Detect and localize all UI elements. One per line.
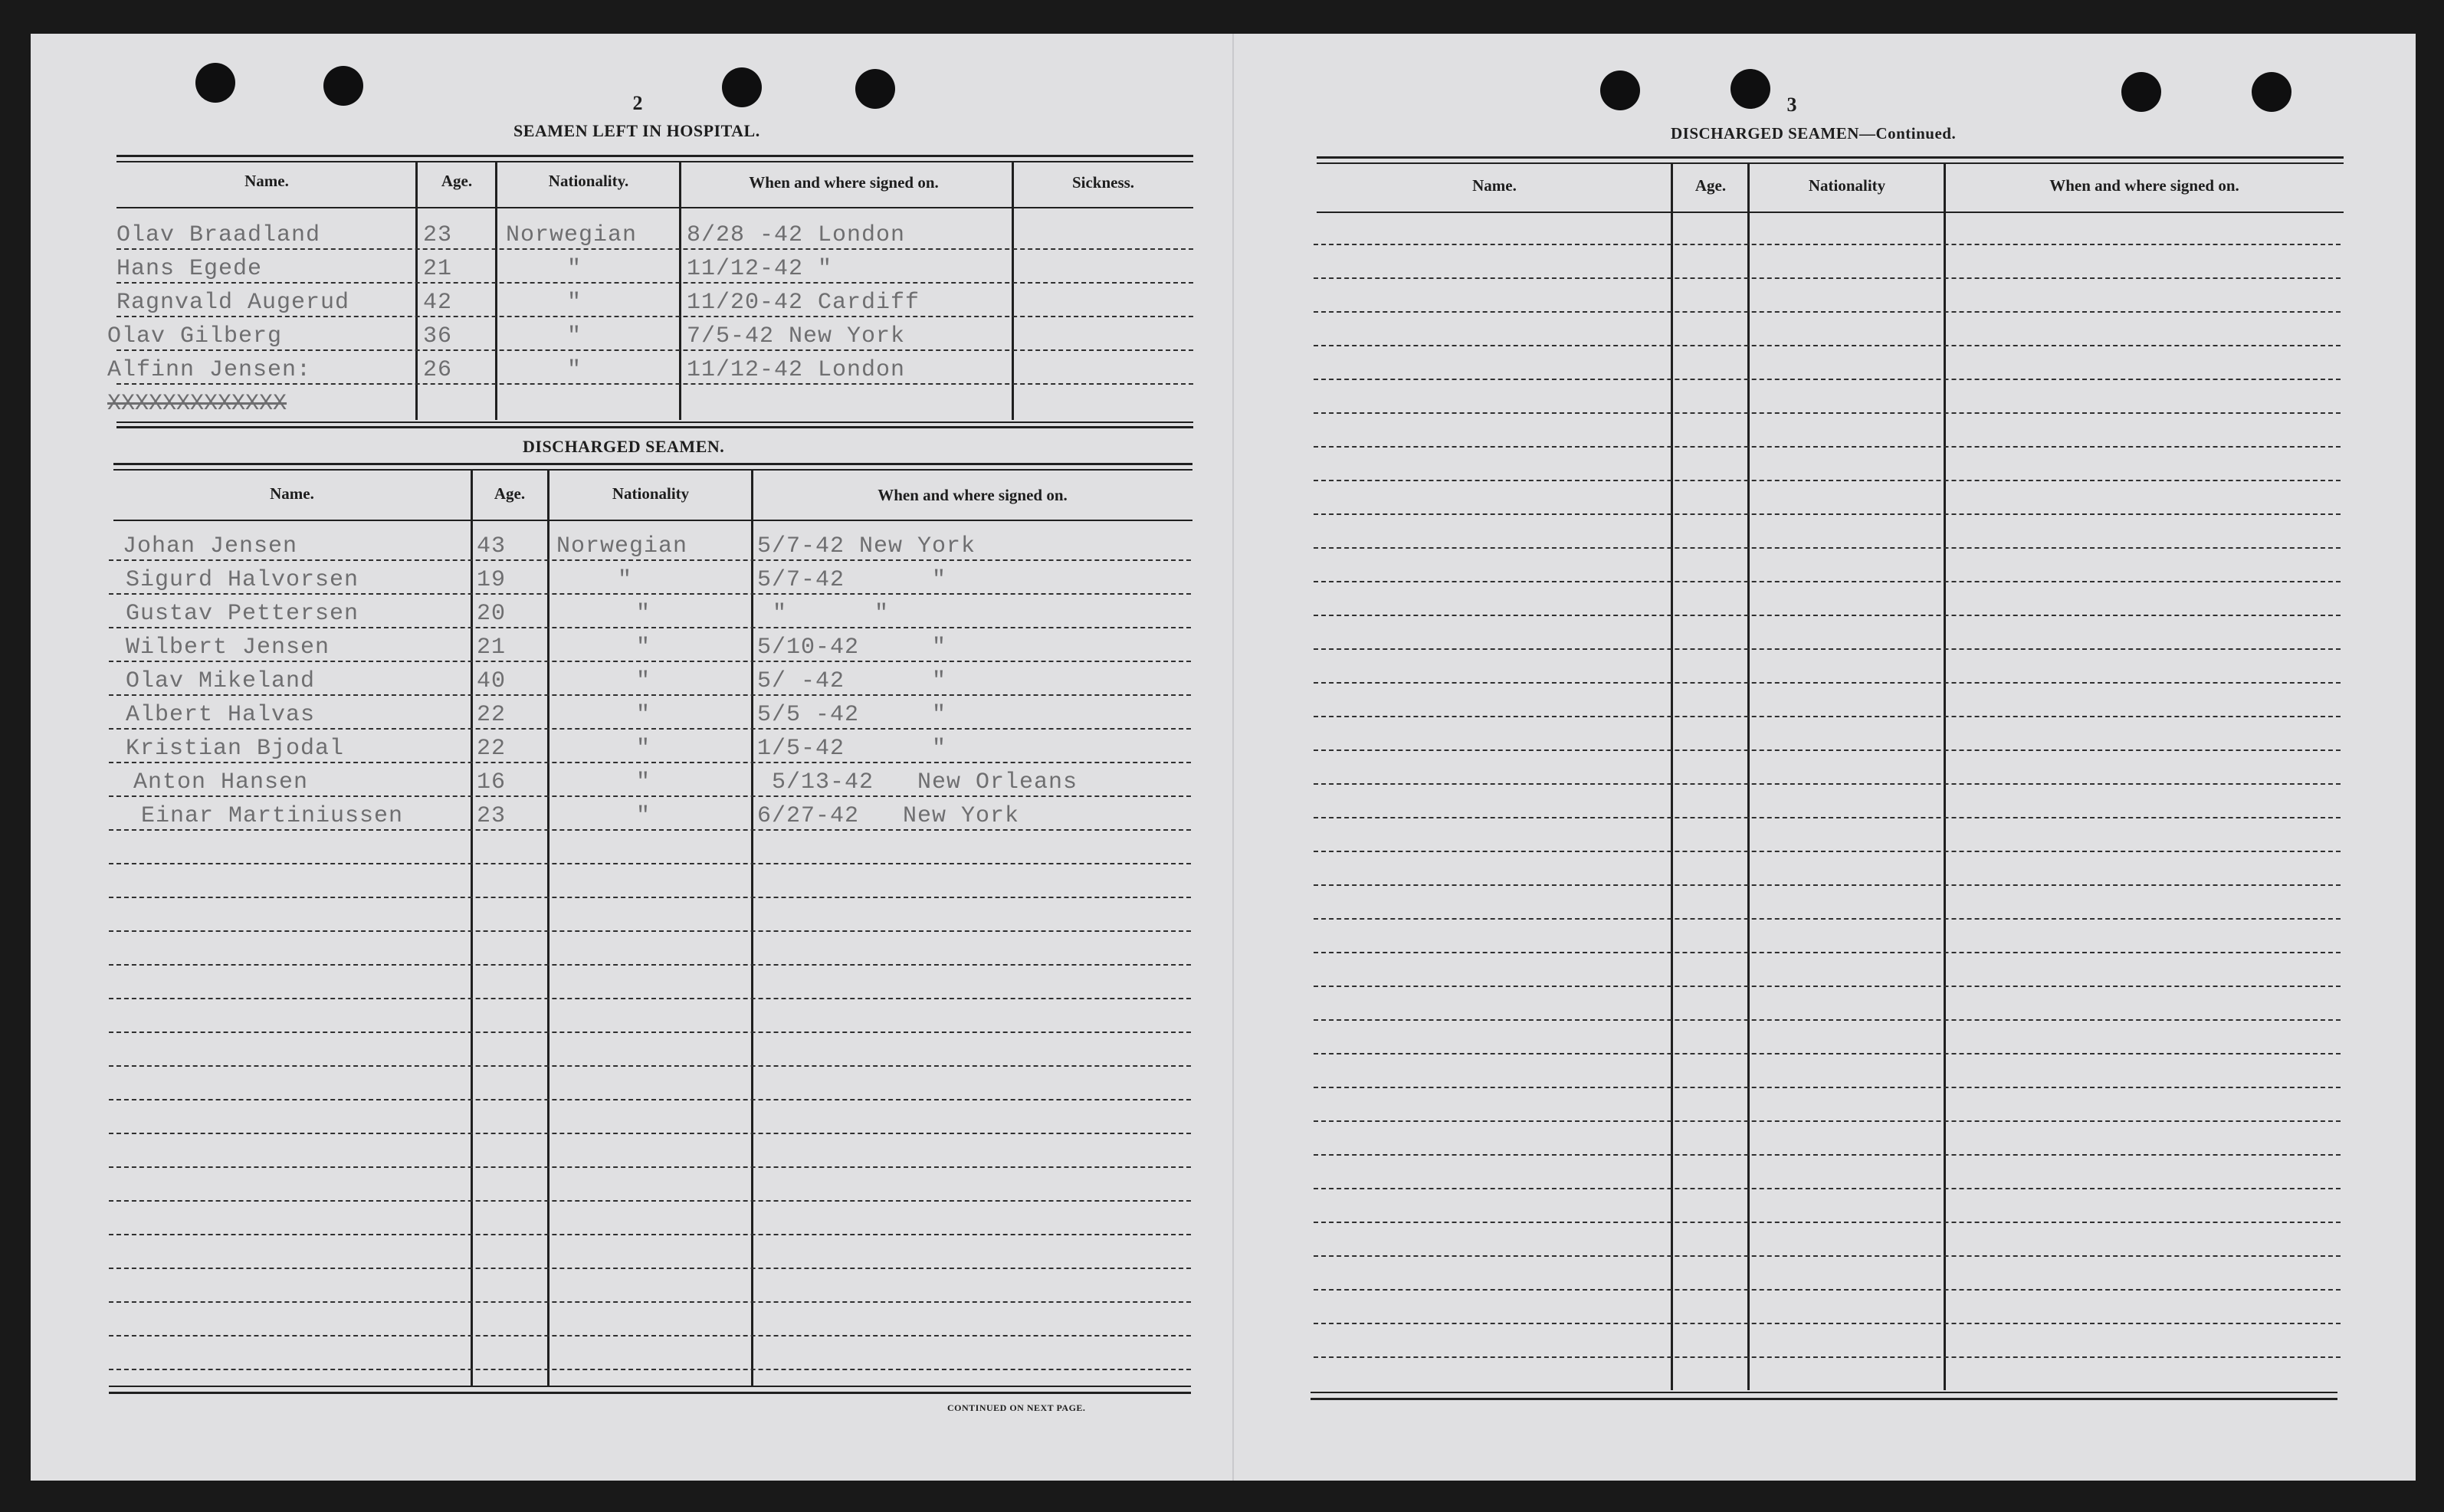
cell-name: Anton Hansen — [133, 769, 309, 795]
cell-age: 23 — [423, 222, 453, 248]
row-rule — [109, 1369, 1191, 1370]
row-rule — [116, 316, 1193, 317]
cell-signed-on: 1/5-42 " — [757, 736, 947, 762]
cell-name: Olav Gilberg — [107, 323, 283, 349]
cell-nationality: " — [636, 702, 651, 728]
column-divider — [415, 162, 418, 420]
continued-note: CONTINUED ON NEXT PAGE. — [947, 1402, 1086, 1413]
row-rule — [109, 1166, 1191, 1168]
cell-name-struck-out: XXXXXXXXXXXXX — [107, 391, 287, 417]
row-rule — [109, 694, 1191, 696]
row-rule — [1314, 244, 2341, 245]
cell-signed-on: 5/10-42 " — [757, 635, 947, 661]
cell-age: 21 — [423, 256, 453, 282]
table-top-rule — [113, 469, 1192, 471]
cell-signed-on: 11/20-42 Cardiff — [687, 290, 920, 316]
row-rule — [1314, 311, 2341, 313]
column-header-name: Name. — [244, 172, 289, 190]
row-rule — [1314, 783, 2341, 785]
row-rule — [109, 1234, 1191, 1235]
column-divider — [1671, 164, 1673, 1390]
column-header-name: Name. — [1472, 176, 1517, 195]
cell-signed-on: 11/12-42 " — [687, 256, 833, 282]
cell-nationality: " — [567, 290, 582, 316]
cell-signed-on: 8/28 -42 London — [687, 222, 906, 248]
header-rule — [116, 207, 1193, 208]
cell-age: 19 — [477, 567, 507, 593]
row-rule — [109, 728, 1191, 730]
continued-section-title: DISCHARGED SEAMEN—Continued. — [1671, 124, 1957, 143]
row-rule — [1314, 581, 2341, 582]
row-rule — [1314, 817, 2341, 818]
row-rule — [1314, 1188, 2341, 1189]
table-top-rule — [1317, 162, 2344, 164]
cell-age: 36 — [423, 323, 453, 349]
cell-name: Gustav Pettersen — [126, 601, 359, 627]
punch-hole — [2121, 72, 2161, 112]
row-rule — [109, 661, 1191, 662]
row-rule — [1314, 480, 2341, 481]
row-rule — [109, 964, 1191, 966]
cell-age: 20 — [477, 601, 507, 627]
cell-nationality: Norwegian — [506, 222, 638, 248]
cell-nationality: " — [567, 357, 582, 383]
row-rule — [1314, 716, 2341, 717]
cell-age: 21 — [477, 635, 507, 661]
row-rule — [1314, 446, 2341, 448]
column-header-age: Age. — [1694, 176, 1727, 195]
cell-signed-on: 5/7-42 " — [757, 567, 947, 593]
cell-name: Einar Martiniussen — [141, 803, 404, 829]
cell-age: 23 — [477, 803, 507, 829]
right-page — [1232, 34, 2416, 1481]
column-divider — [679, 162, 681, 420]
cell-nationality: " — [618, 567, 633, 593]
table-bottom-rule — [109, 1386, 1191, 1387]
cell-name: Olav Braadland — [116, 222, 321, 248]
cell-nationality: " — [636, 635, 651, 661]
cell-nationality: " — [636, 769, 651, 795]
column-divider — [751, 471, 753, 1386]
row-rule — [109, 559, 1191, 561]
cell-name: Johan Jensen — [123, 533, 298, 559]
column-header-sickness: Sickness. — [1071, 173, 1135, 192]
column-divider — [1012, 162, 1014, 420]
cell-signed-on: 7/5-42 New York — [687, 323, 906, 349]
left-page — [31, 34, 1232, 1481]
table-top-rule — [113, 463, 1192, 465]
row-rule — [109, 1032, 1191, 1033]
column-header-signed-on: When and where signed on. — [749, 173, 939, 192]
table-top-rule — [116, 155, 1193, 157]
column-header-age: Age. — [441, 172, 473, 190]
cell-signed-on: 5/5 -42 " — [757, 702, 947, 728]
cell-nationality: " — [567, 323, 582, 349]
cell-name: Olav Mikeland — [126, 668, 316, 694]
row-rule — [1314, 277, 2341, 279]
row-rule — [1314, 884, 2341, 886]
row-rule — [1314, 986, 2341, 987]
table-bottom-rule — [116, 426, 1193, 428]
column-divider — [1944, 164, 1946, 1390]
header-rule — [1317, 212, 2344, 213]
cell-name: Ragnvald Augerud — [116, 290, 350, 316]
column-header-nationality: Nationality — [1808, 176, 1886, 195]
column-header-nationality: Nationality — [612, 484, 690, 503]
header-rule — [113, 520, 1192, 521]
cell-age: 22 — [477, 736, 507, 762]
row-rule — [1314, 682, 2341, 684]
cell-signed-on: 5/ -42 " — [757, 668, 947, 694]
row-rule — [109, 1301, 1191, 1303]
row-rule — [1314, 1154, 2341, 1156]
table-bottom-rule — [116, 421, 1193, 423]
row-rule — [1314, 952, 2341, 953]
cell-signed-on: 5/7-42 New York — [757, 533, 976, 559]
table-top-rule — [1317, 156, 2344, 159]
cell-nationality: " — [567, 256, 582, 282]
punch-hole — [855, 69, 895, 109]
column-divider — [471, 471, 473, 1386]
column-divider — [495, 162, 497, 420]
column-header-signed-on: When and where signed on. — [878, 486, 1068, 504]
punch-hole — [722, 67, 762, 107]
cell-nationality: " — [636, 736, 651, 762]
cell-name: Wilbert Jensen — [126, 635, 330, 661]
row-rule — [1314, 1222, 2341, 1223]
cell-age: 40 — [477, 668, 507, 694]
hospital-section-title: SEAMEN LEFT IN HOSPITAL. — [513, 121, 760, 140]
row-rule — [109, 762, 1191, 763]
row-rule — [1314, 1087, 2341, 1088]
cell-signed-on: 11/12-42 London — [687, 357, 906, 383]
row-rule — [109, 593, 1191, 595]
row-rule — [1314, 1356, 2341, 1358]
row-rule — [109, 829, 1191, 831]
row-rule — [1314, 615, 2341, 616]
row-rule — [1314, 345, 2341, 346]
row-rule — [116, 349, 1193, 351]
row-rule — [109, 863, 1191, 864]
page-number: 2 — [632, 92, 643, 114]
row-rule — [1314, 379, 2341, 380]
cell-age: 22 — [477, 702, 507, 728]
row-rule — [1314, 513, 2341, 515]
row-rule — [1314, 1053, 2341, 1054]
cell-name: Albert Halvas — [126, 702, 316, 728]
row-rule — [116, 383, 1193, 385]
cell-name: Hans Egede — [116, 256, 263, 282]
row-rule — [109, 1133, 1191, 1134]
row-rule — [116, 282, 1193, 284]
table-bottom-rule — [1311, 1392, 2337, 1393]
discharged-section-title: DISCHARGED SEAMEN. — [523, 437, 725, 456]
column-divider — [1747, 164, 1750, 1390]
row-rule — [116, 248, 1193, 250]
cell-age: 26 — [423, 357, 453, 383]
cell-nationality: Norwegian — [556, 533, 688, 559]
cell-name: Sigurd Halvorsen — [126, 567, 359, 593]
punch-hole — [323, 66, 363, 106]
row-rule — [1314, 547, 2341, 549]
row-rule — [1314, 749, 2341, 751]
row-rule — [109, 998, 1191, 999]
row-rule — [109, 1200, 1191, 1202]
table-top-rule — [116, 161, 1193, 162]
column-header-name: Name. — [270, 484, 314, 503]
cell-age: 42 — [423, 290, 453, 316]
cell-nationality: " — [636, 803, 651, 829]
row-rule — [1314, 1323, 2341, 1324]
row-rule — [109, 627, 1191, 628]
table-bottom-rule — [1311, 1398, 2337, 1400]
cell-age: 43 — [477, 533, 507, 559]
row-rule — [109, 795, 1191, 797]
row-rule — [1314, 1289, 2341, 1291]
cell-signed-on: " " — [773, 601, 890, 627]
row-rule — [109, 1335, 1191, 1337]
row-rule — [1314, 1255, 2341, 1257]
cell-signed-on: 5/13-42 New Orleans — [757, 769, 1078, 795]
punch-hole — [195, 63, 235, 103]
cell-name: Kristian Bjodal — [126, 736, 345, 762]
row-rule — [109, 897, 1191, 898]
row-rule — [109, 1065, 1191, 1067]
column-divider — [547, 471, 549, 1386]
table-bottom-rule — [109, 1392, 1191, 1394]
punch-hole — [2252, 72, 2291, 112]
row-rule — [1314, 851, 2341, 852]
row-rule — [109, 930, 1191, 932]
row-rule — [1314, 918, 2341, 920]
row-rule — [1314, 1120, 2341, 1122]
cell-age: 16 — [477, 769, 507, 795]
punch-hole — [1600, 71, 1640, 110]
row-rule — [1314, 1019, 2341, 1021]
column-header-age: Age. — [494, 484, 526, 503]
page-number: 3 — [1786, 93, 1797, 116]
cell-signed-on: 6/27-42 New York — [757, 803, 1020, 829]
column-header-nationality: Nationality. — [548, 172, 629, 190]
row-rule — [1314, 648, 2341, 650]
row-rule — [109, 1099, 1191, 1100]
cell-nationality: " — [636, 601, 651, 627]
cell-name: Alfinn Jensen: — [107, 357, 312, 383]
row-rule — [109, 1268, 1191, 1269]
column-header-signed-on: When and where signed on. — [2049, 176, 2239, 195]
row-rule — [1314, 412, 2341, 414]
cell-nationality: " — [636, 668, 651, 694]
